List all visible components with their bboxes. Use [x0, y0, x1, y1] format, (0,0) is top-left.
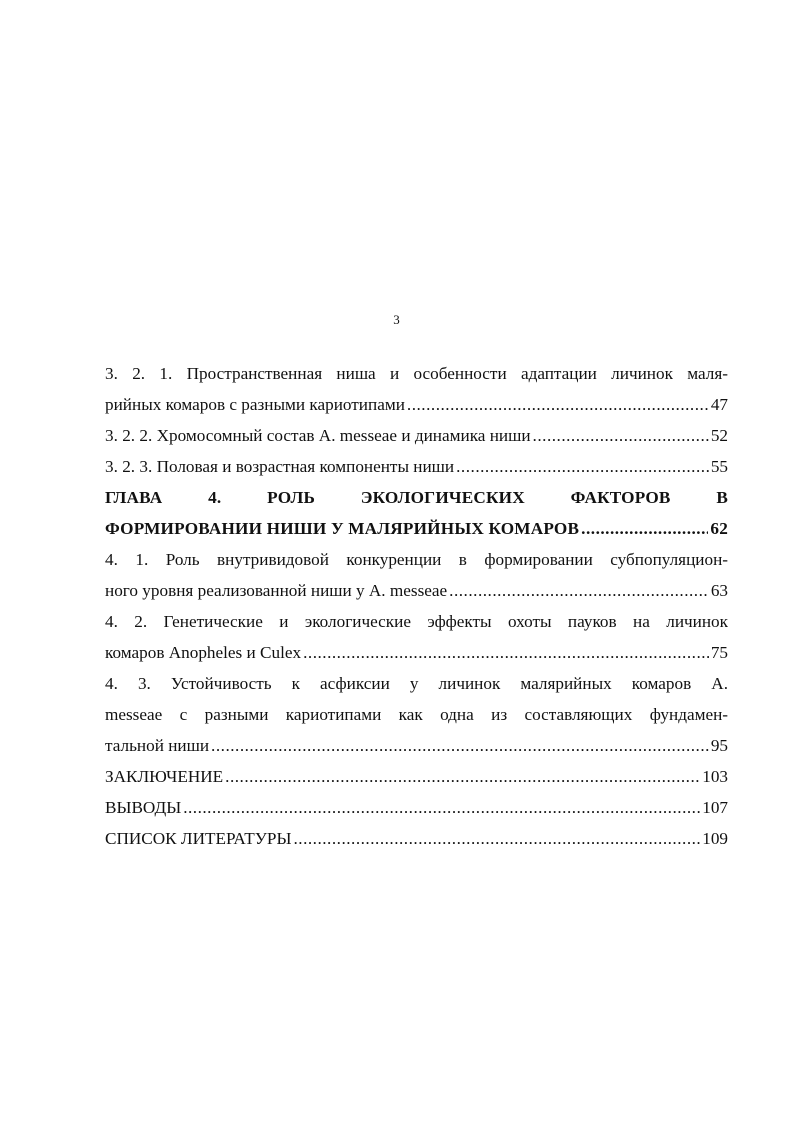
toc-page-number: 95: [710, 736, 728, 755]
toc-entry: [105, 761, 728, 792]
toc-entry: [105, 823, 728, 854]
toc-entry: [105, 606, 728, 668]
toc-entry: [105, 358, 728, 420]
toc-page-number: 55: [710, 457, 728, 476]
toc-page-number: 103: [702, 767, 728, 786]
toc-entry-leader-line: [105, 792, 728, 823]
toc-entry: [105, 792, 728, 823]
toc-entry-leader-line: [105, 575, 728, 606]
toc-entry-title: СПИСОК ЛИТЕРАТУРЫ: [105, 829, 292, 848]
toc-entry-line: 3. 2. 1. Пространственная ниша и особенности адаптации личинок маля-: [105, 364, 728, 383]
toc-page-number: 75: [710, 643, 728, 662]
dot-leader: [303, 637, 709, 668]
dot-leader: [456, 451, 709, 482]
toc-entry-leader-line: [105, 420, 728, 451]
toc-entry-title: ВЫВОДЫ: [105, 798, 182, 817]
dot-leader: [293, 823, 700, 854]
toc-entry: [105, 451, 728, 482]
dot-leader: [225, 761, 700, 792]
toc-entry-line: 4. 1. Роль внутривидовой конкуренции в формировании субпопуляцион-: [105, 550, 728, 569]
toc-entry-leader-line: [105, 637, 728, 668]
dot-leader: [533, 420, 709, 451]
dot-leader: [449, 575, 709, 606]
toc-entry: [105, 482, 728, 544]
toc-entry-title: рийных комаров с разными кариотипами: [105, 395, 405, 414]
toc-entry-line: messeae с разными кариотипами как одна из составляющих фундамен-: [105, 705, 728, 724]
table-of-contents: [105, 358, 728, 854]
toc-entry-title: 3. 2. 3. Половая и возрастная компоненты ниши: [105, 457, 455, 476]
toc-entry-title: ЗАКЛЮЧЕНИЕ: [105, 767, 224, 786]
toc-entry-leader-line: [105, 761, 728, 792]
toc-entry-leader-line: [105, 823, 728, 854]
toc-entry: [105, 420, 728, 451]
toc-page-number: 63: [710, 581, 728, 600]
dot-leader: [183, 792, 700, 823]
toc-entry-line: ГЛАВА 4. РОЛЬ ЭКОЛОГИЧЕСКИХ ФАКТОРОВ В: [105, 488, 728, 507]
toc-entry-title: тальной ниши: [105, 736, 210, 755]
page-number: 3: [393, 312, 400, 327]
dot-leader: [407, 389, 709, 420]
toc-entry-leader-line: [105, 730, 728, 761]
toc-page-number: 52: [710, 426, 728, 445]
toc-entry-leader-line: [105, 389, 728, 420]
toc-entry-title: ФОРМИРОВАНИИ НИШИ У МАЛЯРИЙНЫХ КОМАРОВ: [105, 519, 580, 538]
toc-page-number: 62: [710, 519, 728, 538]
toc-entry: [105, 544, 728, 606]
toc-page-number: 107: [702, 798, 728, 817]
toc-page-number: 109: [702, 829, 728, 848]
toc-entry-leader-line: [105, 513, 728, 544]
toc-entry-leader-line: [105, 451, 728, 482]
dot-leader: [211, 730, 709, 761]
toc-entry-title: 3. 2. 2. Хромосомный состав A. messeae и динамика ниши: [105, 426, 531, 445]
toc-entry-line: 4. 3. Устойчивость к асфиксии у личинок малярийных комаров A.: [105, 674, 728, 693]
toc-entry-title: комаров Anopheles и Culex: [105, 643, 302, 662]
toc-page-number: 47: [710, 395, 728, 414]
toc-entry-line: 4. 2. Генетические и экологические эффекты охоты пауков на личинок: [105, 612, 728, 631]
toc-entry: [105, 668, 728, 761]
toc-entry-title: ного уровня реализованной ниши у A. messeae: [105, 581, 448, 600]
dot-leader: [581, 513, 708, 544]
